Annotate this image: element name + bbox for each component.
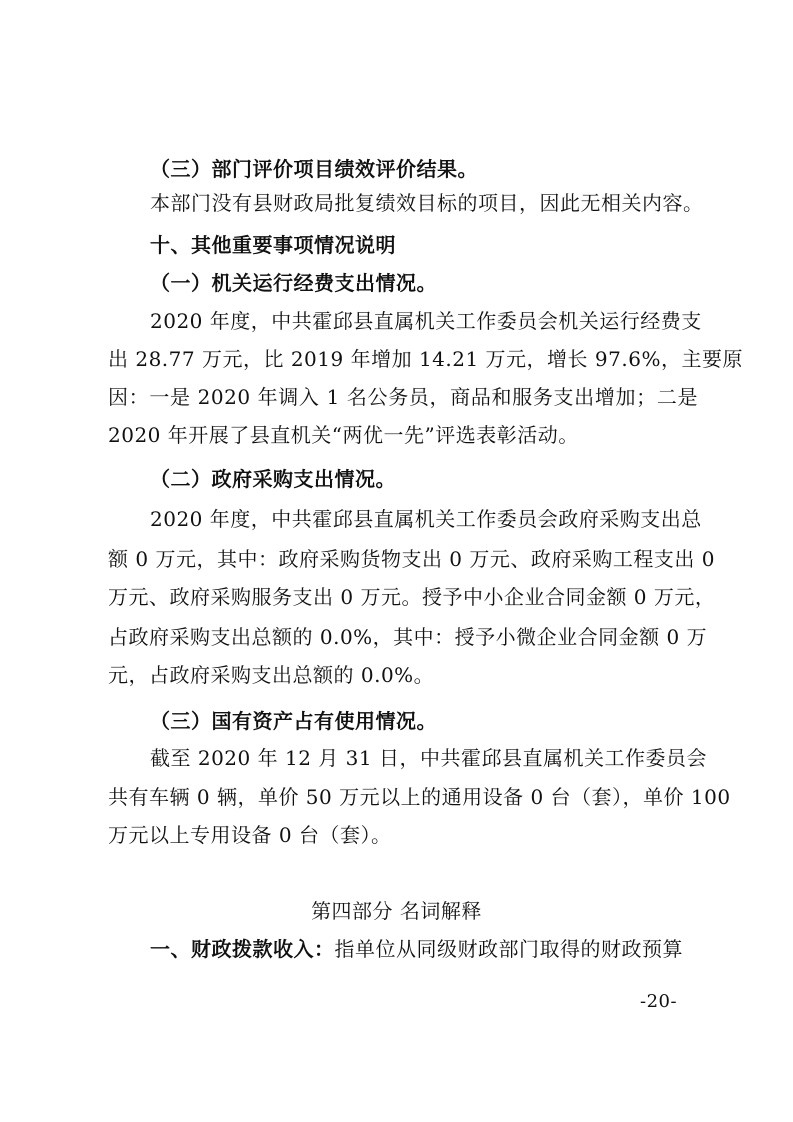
paragraph-line: 2020 年开展了县直机关“两优一先”评选表彰活动。 xyxy=(108,423,579,447)
definition-text: 指单位从同级财政部门取得的财政预算 xyxy=(334,937,683,961)
paragraph-line: 万元以上专用设备 0 台（套）。 xyxy=(108,823,392,847)
subsection-heading-3: （三）国有资产占有使用情况。 xyxy=(150,709,437,733)
paragraph-line: 出 28.77 万元，比 2019 年增加 14.21 万元，增长 97.6%，主要原 xyxy=(108,347,743,371)
paragraph-line: 本部门没有县财政局批复绩效目标的项目，因此无相关内容。 xyxy=(150,191,704,215)
paragraph-line: 共有车辆 0 辆，单价 50 万元以上的通用设备 0 台（套），单价 100 xyxy=(108,785,731,809)
paragraph-line: 元，占政府采购支出总额的 0.0%。 xyxy=(108,663,435,687)
definition-term: 一、财政拨款收入： xyxy=(150,937,335,961)
page-number: -20- xyxy=(640,991,678,1012)
subsection-heading-2: （二）政府采购支出情况。 xyxy=(150,467,396,491)
definition-item xyxy=(150,936,698,962)
section-heading-10: 十、其他重要事项情况说明 xyxy=(150,233,396,257)
subsection-heading-1: （一）机关运行经费支出情况。 xyxy=(150,271,437,295)
part-title: 第四部分 名词解释 xyxy=(311,899,482,923)
paragraph-line: 2020 年度，中共霍邱县直属机关工作委员会机关运行经费支 xyxy=(150,309,702,333)
paragraph-line: 截至 2020 年 12 月 31 日，中共霍邱县直属机关工作委员会 xyxy=(150,746,707,770)
paragraph-line: 额 0 万元，其中：政府采购货物支出 0 万元、政府采购工程支出 0 xyxy=(108,547,715,571)
paragraph-line: 万元、政府采购服务支出 0 万元。授予中小企业合同金额 0 万元， xyxy=(108,585,716,609)
paragraph-line: 因：一是 2020 年调入 1 名公务员，商品和服务支出增加；二是 xyxy=(108,385,698,409)
paragraph-line: 2020 年度，中共霍邱县直属机关工作委员会政府采购支出总 xyxy=(150,507,702,531)
section-heading-3: （三）部门评价项目绩效评价结果。 xyxy=(150,157,478,181)
paragraph-line: 占政府采购支出总额的 0.0%，其中：授予小微企业合同金额 0 万 xyxy=(108,625,708,649)
